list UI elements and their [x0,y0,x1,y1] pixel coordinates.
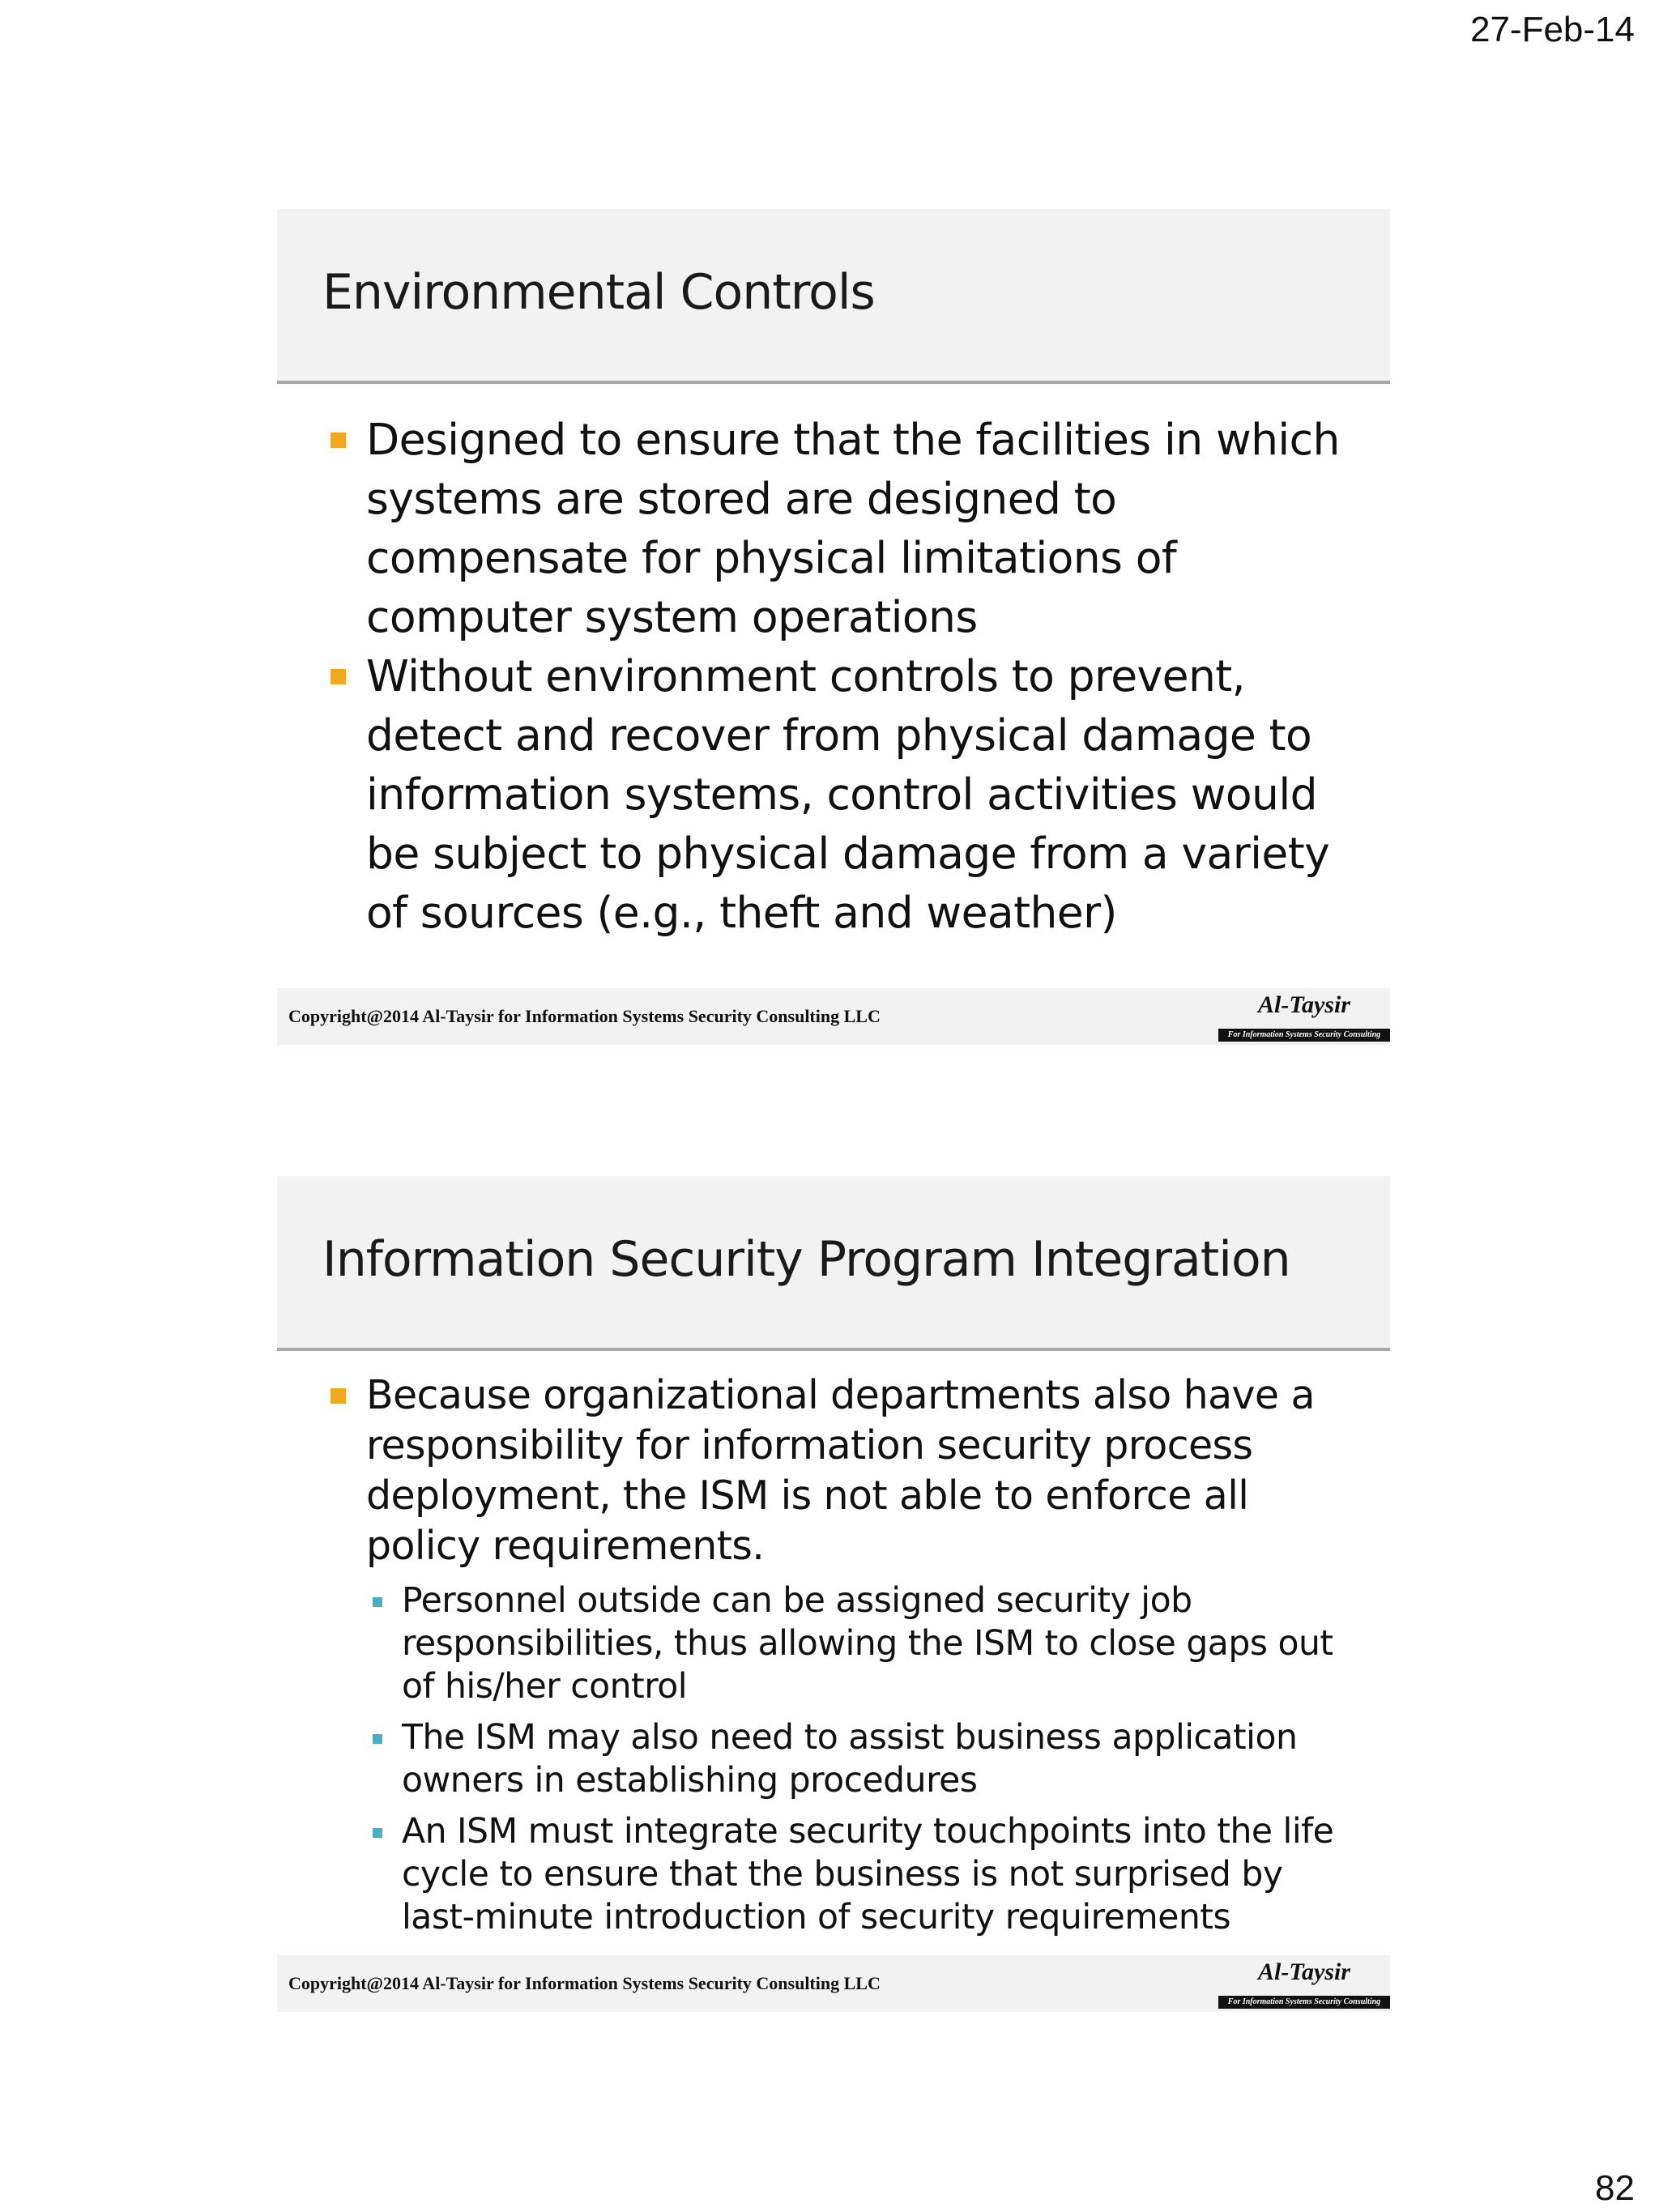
slide-header [277,1176,1390,1351]
bullet-text: Without environment controls to prevent, detect and recover from physical damage to information systems, control activities would be subject to physical damage from a variety of sources (e.g., theft and weather) [366,650,1330,938]
sub-bullet-text: The ISM may also need to assist business application owners in establishing procedures [402,1718,1298,1801]
square-bullet-icon [331,433,346,448]
slide-title: Information Security Program Integration [322,1231,1290,1288]
slide-body [277,1370,1390,1939]
al-taysir-logo [1218,991,1390,1042]
sub-bullet-item [277,1810,1390,1939]
square-bullet-icon [331,1388,346,1404]
page-date: 27-Feb-14 [1469,10,1635,49]
slide-header [277,209,1390,384]
bullet-item [277,646,1390,942]
bullet-text: Because organizational departments also have a responsibility for information security process deployment, the ISM is not able to enforce all policy requirements. [366,1372,1315,1569]
slide-information-security-program-integration [277,1176,1390,2012]
copyright-text: Copyright@2014 Al-Taysir for Information Systems Security Consulting LLC [288,1973,881,1993]
square-bullet-icon [331,669,346,684]
sub-bullet-text: An ISM must integrate security touchpoints into the life cycle to ensure that the business is not surprised by last-minute introduction of security requirements [402,1812,1334,1937]
logo-name: Al-Taysir [1258,991,1350,1018]
slide-title: Environmental Controls [322,264,875,321]
bullet-text: Designed to ensure that the facilities in which systems are stored are designed to compensate for physical limitations of computer system operations [366,414,1340,642]
sub-bullet-item [277,1579,1390,1708]
slide-environmental-controls [277,209,1390,1045]
logo-tagline: For Information Systems Security Consulting [1218,1029,1390,1042]
slide-body [277,410,1390,942]
al-taysir-logo [1218,1958,1390,2009]
bullet-item [277,410,1390,646]
copyright-text: Copyright@2014 Al-Taysir for Information Systems Security Consulting LLC [288,1006,881,1026]
bullet-item [277,1370,1390,1571]
small-square-bullet-icon [373,1734,382,1744]
small-square-bullet-icon [373,1828,382,1838]
small-square-bullet-icon [373,1597,382,1607]
sub-bullet-item [277,1716,1390,1802]
slide-footer [277,1955,1390,2012]
sub-bullet-text: Personnel outside can be assigned security job responsibilities, thus allowing the ISM to close gaps out of his/her control [402,1581,1333,1707]
logo-tagline: For Information Systems Security Consulting [1218,1996,1390,2009]
slide-footer [277,988,1390,1045]
logo-name: Al-Taysir [1258,1958,1350,1985]
page-number: 82 [1595,2168,1635,2208]
